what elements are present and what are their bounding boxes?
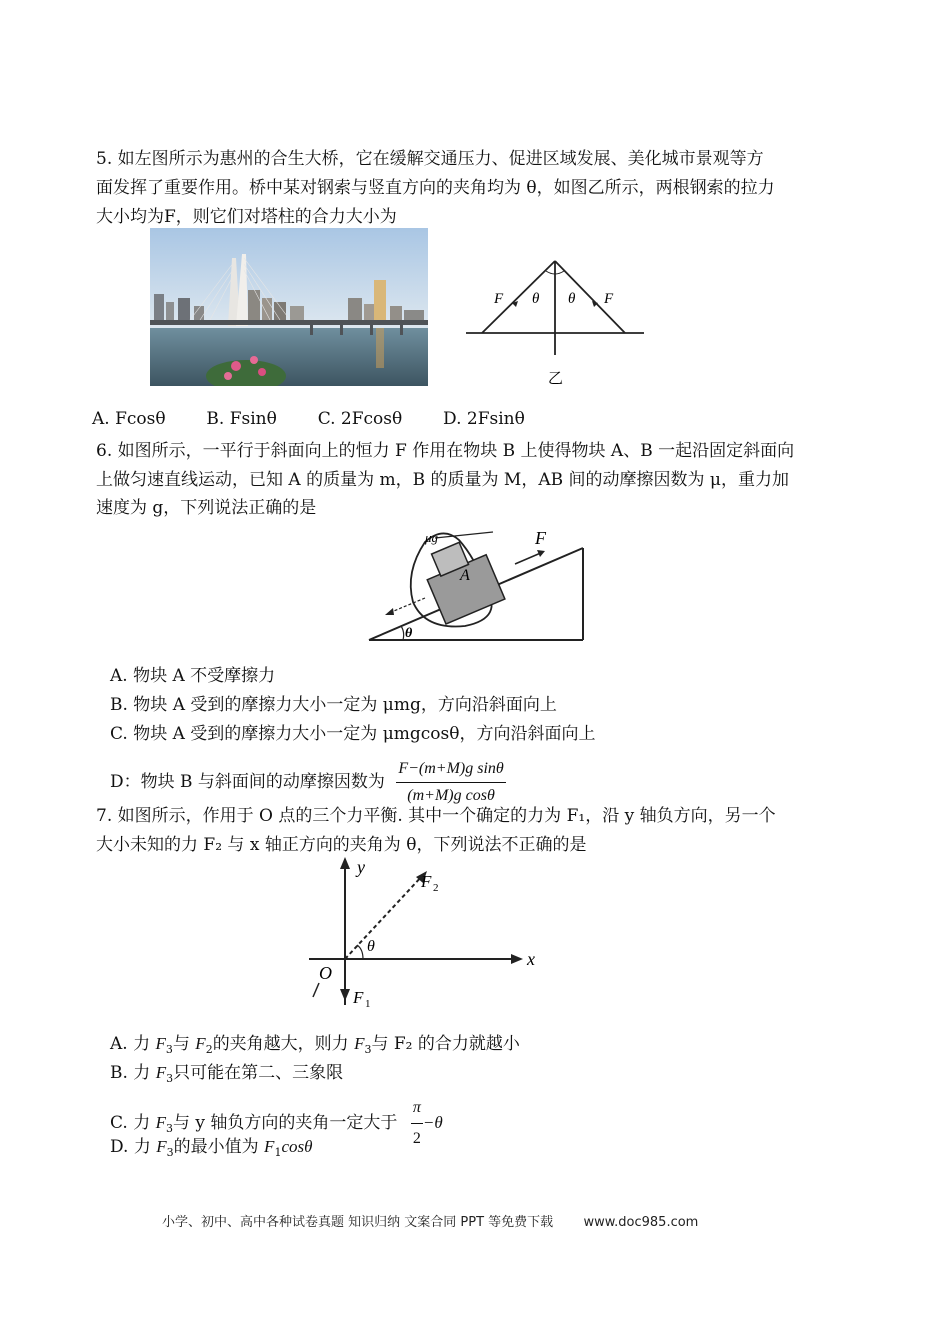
cable-left [482,261,555,333]
q6-option-d [110,756,506,809]
q7-option-d-sub: 3 [166,1146,174,1159]
q7-text-line1: 7. 如图所示，作用于 O 点的三个力平衡. 其中一个确定的力为 F₁，沿 y 轴负方向，另一个 [96,806,776,826]
q6-option-d-fraction [396,756,505,809]
q7-option-a-F2-sub: 2 [205,1043,213,1056]
q7-option-b-rest: 只可能在第二、三象限 [173,1063,344,1083]
q7-option-a [110,1033,520,1057]
q7-fraction-denominator: 2 [412,1130,421,1147]
q7-option-a-middle: 的夹角越大，则力 [212,1034,355,1054]
q5-text-line2: 面发挥了重要作用。桥中某对钢索与竖直方向的夹角均为 θ，如图乙所示，两根钢索的拉力 [96,178,775,198]
q6-fraction-denominator: (m+M)g cosθ [407,787,495,804]
q7-option-d-rest: 的最小值为 [173,1137,265,1157]
label-A: A [460,567,470,584]
arrow-down-slope-icon [385,608,394,615]
figure-caption: 乙 [548,369,564,387]
q7-option-c-F: F [155,1113,167,1132]
footer-text: 小学、初中、高中各种试卷真题 知识归纳 文案合同 PPT 等免费下载 [162,1215,554,1230]
q5-option-b: B. Fsinθ [206,409,277,429]
q5-option-d: D. 2Fsinθ [443,409,525,429]
label-F: F [535,528,546,548]
q7-option-c-fraction [411,1093,423,1154]
footer-url[interactable]: www.doc985.com [583,1215,699,1230]
q7-option-d-value-sub: 1 [274,1146,282,1159]
q7-fraction-numerator: π [411,1093,423,1124]
q7-option-c-tail: −θ [422,1113,443,1132]
label-F-left: F [494,291,504,307]
q7-option-b-prefix: B. 力 [110,1063,156,1083]
q7-option-a-F3: F [155,1034,166,1053]
label-F2: F [421,872,432,891]
page-footer [162,1212,698,1234]
q7-option-d-value-tail: cosθ [281,1137,313,1156]
q7-option-a-F3b: F [354,1034,365,1053]
label-theta-right: θ [568,291,576,307]
cable-right [555,261,625,333]
q7-option-a-F3-sub: 3 [165,1043,173,1056]
label-F1-sub: 1 [365,998,371,1010]
q7-option-a-prefix: A. 力 [110,1034,156,1054]
F1-arrow-icon [340,989,350,1001]
q7-text-line2: 大小未知的力 F₂ 与 x 轴正方向的夹角为 θ，下列说法不正确的是 [96,835,587,855]
q7-option-a-F3b-sub: 3 [364,1043,372,1056]
q7-option-c-prefix: C. 力 [110,1113,156,1133]
label-theta: θ [367,938,375,955]
label-F2-sub: 2 [433,882,439,894]
q7-option-a-and: 与 [172,1034,196,1054]
q7-option-b [110,1062,343,1086]
F2-vector [345,875,423,959]
q5-text-line3: 大小均为F，则它们对塔柱的合力大小为 [96,207,397,227]
bridge-photo [150,228,428,386]
q6-text-line2: 上做匀速直线运动，已知 A 的质量为 m，B 的质量为 M，AB 间的动摩擦因数为 μ，重力加 [96,470,789,490]
q6-incline-diagram [365,522,590,650]
x-axis-arrow-icon [511,954,523,964]
q6-text-line1: 6. 如图所示，一平行于斜面向上的恒力 F 作用在物块 B 上使得物块 A、B 一起沿固定斜面向 [96,441,795,461]
label-x: x [527,949,535,969]
q6-option-c: C. 物块 A 受到的摩擦力大小一定为 μmgcosθ，方向沿斜面向上 [110,724,596,744]
q7-axes-diagram [305,855,550,1015]
q6-text-line3: 速度为 g，下列说法正确的是 [96,498,317,518]
q7-option-b-sub: 3 [166,1072,174,1085]
q7-option-a-F2: F [195,1034,206,1053]
q5-option-c: C. 2Fcosθ [317,409,403,429]
q7-option-a-end: 与 F₂ 的合力就越小 [371,1034,520,1054]
label-y: y [357,857,365,877]
label-F1: F [353,988,364,1007]
label-F-right: F [604,291,614,307]
q7-option-b-F: F [155,1063,167,1082]
label-handwritten: μg [425,530,439,545]
q6-fraction-numerator: F−(m+M)g sinθ [396,756,505,783]
y-axis-arrow-icon [340,857,350,869]
q5-option-a: A. Fcosθ [92,409,166,429]
q7-option-d [110,1136,312,1160]
q5-force-diagram [460,255,650,390]
q7-option-c-rest: 与 y 轴负方向的夹角一定大于 [173,1113,398,1133]
q6-option-b: B. 物块 A 受到的摩擦力大小一定为 μmg，方向沿斜面向上 [110,695,557,715]
q7-option-d-F: F [156,1137,167,1156]
q5-text-line1: 5. 如左图所示为惠州的合生大桥，它在缓解交通压力、促进区域发展、美化城市景观等方 [96,149,764,169]
label-theta: θ [405,626,413,641]
q7-option-d-value: F [264,1137,275,1156]
q7-option-c-sub: 3 [166,1122,174,1135]
q7-option-d-prefix: D. 力 [110,1137,157,1157]
q6-option-a: A. 物块 A 不受摩擦力 [110,666,276,686]
label-theta-left: θ [532,291,540,307]
q5-options [92,408,525,430]
q6-option-d-text: D：物块 B 与斜面间的动摩擦因数为 [110,772,385,792]
label-O: O [319,963,332,983]
